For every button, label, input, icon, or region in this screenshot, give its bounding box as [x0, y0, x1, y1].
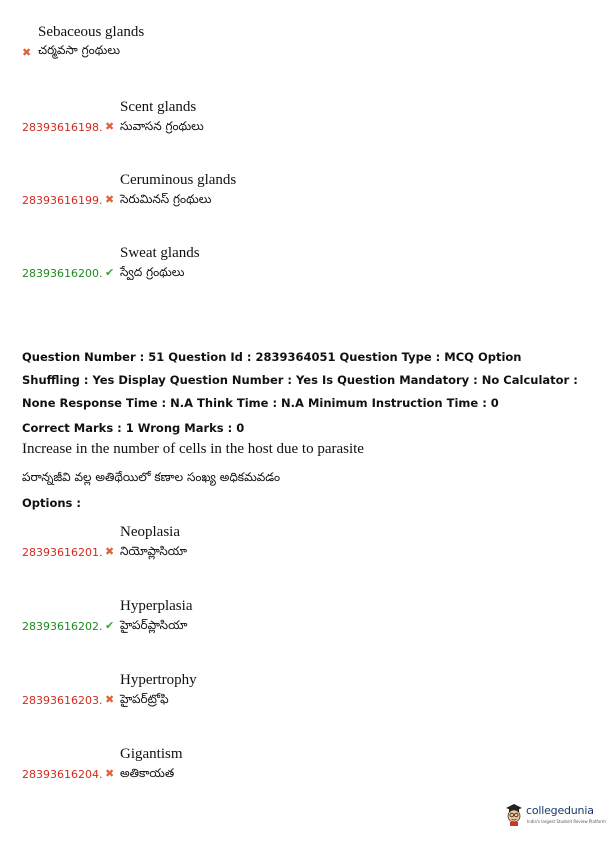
option-english: Hyperplasia	[120, 598, 193, 614]
logo-tagline: India's largest Student Review Platform	[527, 819, 606, 824]
option-telugu: చర్మవసా గ్రంథులు	[38, 43, 120, 57]
logo-brand: collegedunia	[526, 804, 594, 817]
option-english: Neoplasia	[120, 524, 180, 540]
option-telugu: సెరుమినస్ గ్రంథులు	[120, 192, 212, 206]
options-label: Options :	[22, 496, 81, 510]
option-id: 28393616203.	[22, 694, 103, 707]
question-text-english: Increase in the number of cells in the host due to parasite	[22, 441, 364, 457]
option-telugu: హైపర్‌ట్రోఫి	[120, 692, 169, 706]
question-meta: Question Number : 51 Question Id : 2839364051 Question Type : MCQ Option Shuffling : Yes Display Question Number : Yes Is Question Mandatory : No Calculator : None Response Time : N.A Think Time : N.A Minimum Instruction Time : 0	[22, 350, 578, 410]
option-id: 28393616202.	[22, 620, 103, 633]
option-id: 28393616199.	[22, 194, 103, 207]
option-english: Ceruminous glands	[120, 172, 237, 188]
option-telugu: నియోప్లాసియా	[120, 544, 188, 558]
collegedunia-logo	[504, 800, 606, 834]
option-id: 28393616200.	[22, 267, 103, 280]
option-telugu: సువాసన గ్రంథులు	[120, 119, 204, 133]
option-telugu: స్వేద గ్రంథులు	[120, 265, 185, 279]
option-english: Hypertrophy	[120, 672, 197, 688]
cross-icon: ✖	[105, 693, 115, 706]
option-telugu: హైపర్‌ప్లాసియా	[120, 618, 188, 632]
cross-icon: ✖	[105, 545, 115, 558]
check-icon: ✔	[105, 266, 115, 279]
option-id: 28393616204.	[22, 768, 103, 781]
option-english: Scent glands	[120, 99, 197, 115]
option-english: Gigantism	[120, 746, 183, 762]
cross-icon: ✖	[105, 193, 115, 206]
option-english: Sweat glands	[120, 245, 200, 261]
cross-icon: ✖	[105, 767, 115, 780]
option-english: Sebaceous glands	[38, 24, 145, 40]
check-icon: ✔	[105, 619, 115, 632]
cross-icon: ✖	[105, 120, 115, 133]
option-id: 28393616198.	[22, 121, 103, 134]
option-id: 28393616201.	[22, 546, 103, 559]
question-marks: Correct Marks : 1 Wrong Marks : 0	[22, 421, 245, 435]
cross-icon: ✖	[22, 46, 32, 59]
graduate-mascot-icon	[504, 802, 524, 826]
option-telugu: అతికాయత	[120, 766, 175, 780]
question-text-telugu: పరాన్నజీవి వల్ల అతిథేయిలో కణాల సంఖ్య అధికమవడం	[22, 470, 281, 484]
